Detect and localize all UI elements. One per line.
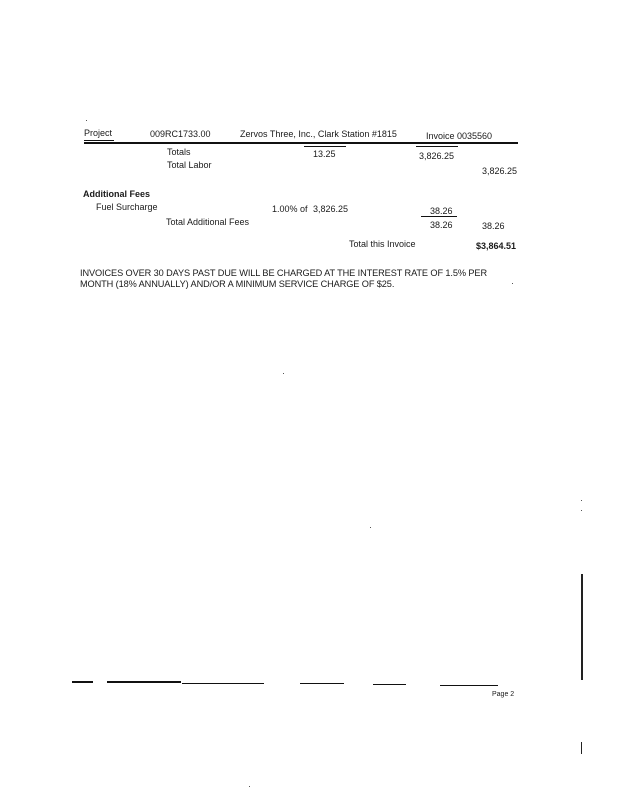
total-additional-fees-label: Total Additional Fees: [166, 217, 250, 227]
totals-label: Totals: [167, 147, 191, 157]
invoice-total-label: Total this Invoice: [349, 239, 416, 249]
fuel-surcharge-amount: 38.26: [430, 206, 453, 216]
client-name: Zervos Three, Inc., Clark Station #1815: [240, 129, 397, 139]
totals-amount-rule: [416, 146, 458, 147]
scan-speck: [581, 500, 582, 501]
invoice-number: Invoice 0035560: [426, 131, 493, 141]
footer-rule-6: [440, 685, 498, 686]
total-additional-fees-billed: 38.26: [482, 221, 505, 231]
scan-speck: [581, 510, 582, 511]
scan-speck: [512, 283, 513, 284]
total-labor-amount: 3,826.25: [482, 166, 518, 176]
footer-rule-1: [72, 681, 93, 683]
late-payment-notice: INVOICES OVER 30 DAYS PAST DUE WILL BE CHARGED AT THE INTEREST RATE OF 1.5% PER MONTH (18% ANNUALLY) AND/OR A MINIMUM SERVICE CHARGE OF $25.: [80, 268, 487, 289]
project-label: Project: [84, 128, 113, 138]
scan-edge-line: [581, 574, 583, 680]
footer-rule-2: [107, 681, 181, 683]
scan-speck: [283, 373, 284, 374]
additional-fees-rule: [421, 216, 457, 217]
footer-rule-5: [373, 684, 406, 685]
footer-rule-3: [182, 683, 264, 684]
footer-rule-4: [300, 683, 344, 684]
scan-speck: [370, 527, 371, 528]
total-labor-label: Total Labor: [167, 160, 212, 170]
fuel-surcharge-rate: 1.00% of: [272, 204, 308, 214]
totals-amount: 3,826.25: [419, 151, 455, 161]
project-underline: [84, 140, 114, 141]
invoice-total-amount: $3,864.51: [476, 241, 517, 251]
scan-speck: [86, 120, 87, 121]
scan-speck: [249, 786, 250, 787]
page-number: Page 2: [492, 691, 515, 698]
total-additional-fees-amount: 38.26: [430, 220, 453, 230]
project-number: 009RC1733.00: [150, 129, 211, 139]
fuel-surcharge-label: Fuel Surcharge: [96, 202, 158, 212]
additional-fees-title: Additional Fees: [83, 189, 151, 199]
header-rule: [84, 142, 518, 144]
fuel-surcharge-base: 3,826.25: [313, 204, 349, 214]
totals-hours-rule: [304, 146, 346, 147]
totals-hours: 13.25: [313, 149, 336, 159]
scan-edge-mark: [581, 742, 582, 754]
